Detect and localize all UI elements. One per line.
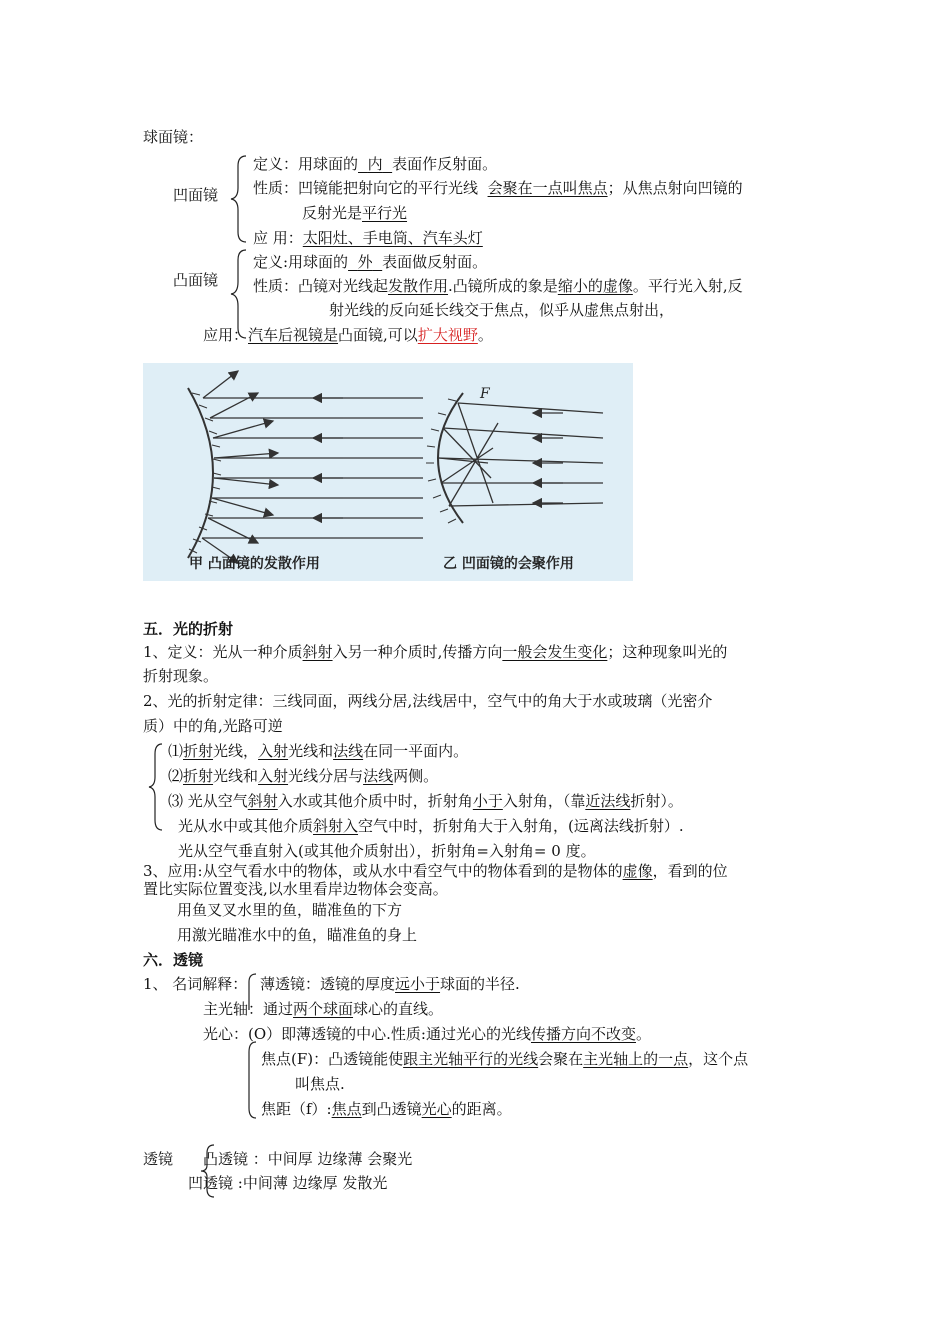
refraction-application-cont: 置比实际位置变浅,以水里看岸边物体会变高。	[143, 880, 448, 898]
refraction-law-cont: 质）中的角,光路可逆	[143, 717, 283, 735]
concave-lens-description: 凹透镜 :中间薄 边缘厚 发散光	[188, 1174, 388, 1192]
concave-property: 性质：凹镜能把射向它的平行光线 会聚在一点叫焦点；从焦点射向凹镜的	[253, 179, 743, 197]
concave-definition: 定义：用球面的 内 表面作反射面。	[253, 155, 498, 173]
convex-property: 性质：凸镜对光线起发散作用.凸镜所成的象是缩小的虚像。平行光入射,反	[253, 277, 743, 295]
concave-mirror-drawing	[426, 393, 603, 523]
brace-concave	[228, 154, 250, 244]
caption-convex: 甲 凸面镜的发散作用	[189, 556, 320, 572]
refraction-rule-3: ⑶ 光从空气斜射入水或其他介质中时，折射角小于入射角，（靠近法线折射）。	[168, 792, 683, 810]
concave-property-cont: 反射光是平行光	[302, 204, 408, 222]
refraction-example-1: 用鱼叉叉水里的鱼，瞄准鱼的下方	[177, 901, 403, 919]
thin-lens-definition: 薄透镜：透镜的厚度远小于球面的半径.	[260, 975, 520, 993]
refraction-application: 3、应用:从空气看水中的物体，或从水中看空气中的物体看到的是物体的虚像，看到的位	[143, 862, 728, 880]
brace-lens-large	[240, 1040, 260, 1120]
mirror-figure	[143, 363, 633, 581]
refraction-definition-cont: 折射现象。	[143, 667, 219, 685]
convex-property-cont: 射光线的反向延长线交于焦点，似乎从虚焦点射出，	[329, 301, 675, 319]
focus-definition-cont: 叫焦点.	[295, 1075, 345, 1093]
concave-application: 应 用：太阳灶、手电筒、汽车头灯	[253, 229, 483, 247]
refraction-rule-2: ⑵折射光线和入射光线分居与法线两侧。	[168, 767, 439, 785]
brace-refraction	[146, 742, 166, 832]
convex-definition: 定义:用球面的 外 表面做反射面。	[253, 253, 488, 271]
section-heading-refraction: 五．光的折射	[143, 620, 234, 638]
refraction-law: 2、光的折射定律：三线同面，两线分居,法线居中，空气中的角大于水或玻璃（光密介	[143, 692, 713, 710]
section-heading-lens: 六．透镜	[143, 951, 204, 969]
refraction-rule-1: ⑴折射光线，入射光线和法线在同一平面内。	[168, 742, 469, 760]
focus-definition: 焦点(F)：凸透镜能使跟主光轴平行的光线会聚在主光轴上的一点，这个点	[261, 1050, 749, 1068]
convex-application: 应用：汽车后视镜是凸面镜,可以扩大视野。	[203, 326, 493, 344]
lens-classification-label: 透镜	[143, 1150, 174, 1168]
concave-mirror-label: 凹面镜	[173, 186, 219, 204]
convex-mirror-label: 凸面镜	[173, 271, 219, 289]
section-heading-mirror: 球面镜：	[143, 128, 204, 146]
optical-center-definition: 光心：(O）即薄透镜的中心.性质:通过光心的光线传播方向不改变。	[203, 1025, 652, 1043]
focal-length-definition: 焦距（f）:焦点到凸透镜光心的距离。	[261, 1100, 512, 1118]
focus-label: F	[480, 386, 490, 402]
refraction-example-2: 用激光瞄准水中的鱼，瞄准鱼的身上	[177, 926, 418, 944]
principal-axis-definition: 主光轴：通过两个球面球心的直线。	[203, 1000, 444, 1018]
convex-mirror-drawing	[188, 371, 423, 563]
lens-term-label: 1、 名词解释：	[143, 975, 248, 993]
convex-lens-description: 凸透镜 ：中间厚 边缘薄 会聚光	[203, 1150, 413, 1168]
refraction-definition: 1、定义：光从一种介质斜射入另一种介质时,传播方向一般会发生变化；这种现象叫光的	[143, 643, 728, 661]
caption-concave: 乙 凹面镜的会聚作用	[443, 556, 574, 572]
mirror-diagram	[143, 363, 633, 581]
refraction-rule-5: 光从空气垂直射入(或其他介质射出），折射角=入射角= 0 度。	[178, 842, 596, 860]
refraction-rule-4: 光从水中或其他介质斜射入空气中时，折射角大于入射角，(远离法线折射）.	[178, 817, 684, 835]
